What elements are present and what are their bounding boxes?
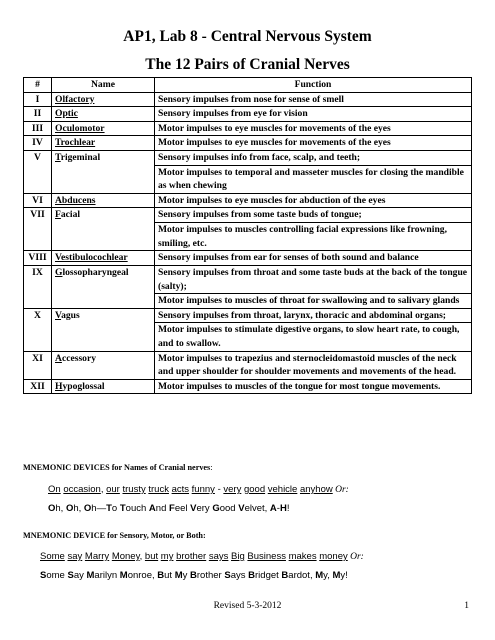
nerve-name: Olfactory — [52, 92, 155, 107]
table-row — [24, 107, 472, 122]
nerve-function — [155, 351, 472, 379]
table-row — [24, 308, 472, 351]
table-row — [24, 265, 472, 308]
nerve-number: X — [24, 308, 52, 351]
document-subtitle: The 12 Pairs of Cranial Nerves — [145, 56, 350, 73]
table-row — [24, 251, 472, 266]
mnemonic-function-line-2: Some Say Marilyn Monroe, But My Brother Says Bridget Bardot, My, My! — [40, 570, 348, 581]
table-row — [24, 121, 472, 136]
nerve-name: Vagus — [52, 308, 155, 351]
function-line: Sensory impulses from throat and some taste buds at the back of the tongue (salty); — [155, 266, 471, 294]
nerve-function — [155, 208, 472, 251]
function-line: Motor impulses to stimulate digestive organs, to slow heart rate, to cough, and to swallow. — [158, 324, 460, 349]
nerve-number: II — [24, 107, 52, 122]
mnemonic-function-heading: MNEMONIC DEVICE for Sensory, Motor, or Both: — [23, 531, 206, 540]
mnemonic-names-line-1: On occasion, our trusty truck acts funny - very good vehicle anyhow Or: — [48, 484, 349, 495]
nerve-number: VII — [24, 208, 52, 251]
function-line: Motor impulses to eye muscles for abduction of the eyes — [158, 194, 386, 206]
function-line: Sensory impulses from throat, larynx, thoracic and abdominal organs; — [155, 309, 471, 324]
nerve-number: XI — [24, 351, 52, 379]
nerve-function — [155, 151, 472, 194]
nerve-function — [155, 265, 472, 308]
nerve-number: III — [24, 121, 52, 136]
nerve-number: VIII — [24, 251, 52, 266]
nerve-name: Hypoglossal — [52, 379, 155, 394]
nerve-name: Oculomotor — [52, 121, 155, 136]
mnemonic-function-line-1: Some say Marry Money, but my brother says Big Business makes money Or: — [40, 551, 364, 562]
function-line: Motor impulses to muscles controlling facial expressions like frowning, smiling, etc. — [158, 224, 447, 249]
nerve-number: VI — [24, 193, 52, 208]
page-number: 1 — [464, 601, 469, 611]
table-body — [24, 92, 472, 394]
document-title: AP1, Lab 8 - Central Nervous System — [123, 28, 372, 45]
function-line: Sensory impulses from ear for senses of both sound and balance — [158, 252, 419, 264]
function-line: Sensory impulses from some taste buds of tongue; — [155, 208, 471, 223]
table-header-row — [24, 78, 472, 93]
function-line: Motor impulses to muscles of throat for swallowing and to salivary glands — [158, 295, 460, 307]
nerve-number: V — [24, 151, 52, 194]
function-line: Motor impulses to trapezius and sternocleidomastoid muscles of the neck and upper shoulder for shoulder movements and movements of the head. — [158, 352, 457, 378]
table-row — [24, 151, 472, 194]
cranial-nerves-table — [23, 77, 472, 394]
nerve-number: I — [24, 92, 52, 107]
nerve-function — [155, 379, 472, 394]
function-line: Sensory impulses from eye for vision — [158, 108, 308, 120]
function-line: Motor impulses to muscles of the tongue for most tongue movements. — [158, 380, 441, 392]
table-row — [24, 208, 472, 251]
function-line: Sensory impulses from nose for sense of smell — [158, 93, 344, 105]
nerve-number: IV — [24, 136, 52, 151]
function-line: Motor impulses to temporal and masseter muscles for closing the mandible as when chewing — [158, 166, 464, 192]
table-row — [24, 136, 472, 151]
nerve-name: Vestibulocochlear — [52, 251, 155, 266]
nerve-name: Abducens — [52, 193, 155, 208]
column-header-number: # — [24, 78, 52, 93]
function-line: Motor impulses to eye muscles for movements of the eyes — [158, 122, 391, 134]
function-line: Motor impulses to eye muscles for movements of the eyes — [158, 137, 391, 149]
nerve-function — [155, 251, 472, 266]
function-line: Sensory impulses info from face, scalp, and teeth; — [155, 151, 471, 166]
column-header-name: Name — [52, 78, 155, 93]
nerve-function — [155, 308, 472, 351]
mnemonic-names-heading: MNEMONIC DEVICES for Names of Cranial nerves: — [23, 463, 213, 472]
nerve-function — [155, 92, 472, 107]
nerve-function — [155, 121, 472, 136]
nerve-function — [155, 107, 472, 122]
column-header-function: Function — [155, 78, 472, 93]
nerve-function — [155, 136, 472, 151]
nerve-name: Facial — [52, 208, 155, 251]
nerve-function — [155, 193, 472, 208]
nerve-number: XII — [24, 379, 52, 394]
nerve-name: Trigeminal — [52, 151, 155, 194]
mnemonic-names-line-2: Oh, Oh, Oh—To Touch And Feel Very Good Velvet, A-H! — [48, 503, 290, 514]
nerve-name: Glossopharyngeal — [52, 265, 155, 308]
table-row — [24, 92, 472, 107]
nerve-name: Accessory — [52, 351, 155, 379]
table-row — [24, 351, 472, 379]
nerve-number: IX — [24, 265, 52, 308]
nerve-name: Optic — [52, 107, 155, 122]
table-row — [24, 193, 472, 208]
table-row — [24, 379, 472, 394]
nerve-name: Trochlear — [52, 136, 155, 151]
revision-note: Revised 5-3-2012 — [213, 601, 282, 611]
